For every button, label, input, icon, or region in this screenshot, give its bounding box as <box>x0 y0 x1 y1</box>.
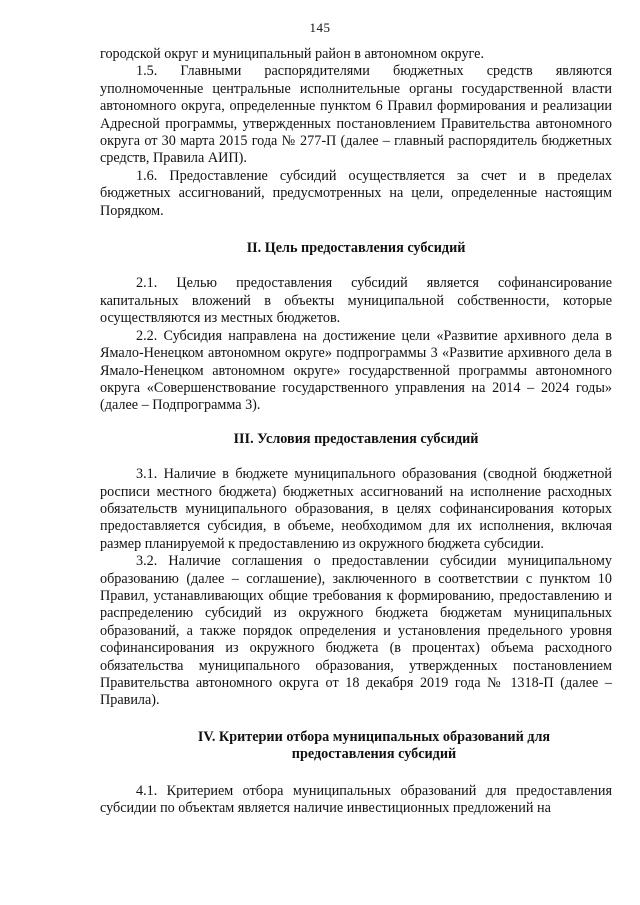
page-number: 145 <box>309 20 331 35</box>
paragraph-1-5: 1.5. Главными распорядителями бюджетных средств являются уполномоченные центральные исполнительные органы государственной власти автономного округа, определенные пунктом 6 Правил формирования и реализации Адресной программы, утвержденных постановлением Правительства автономного округа от 30 марта 2015 года № 277-П (далее – главный распорядитель бюджетных средств, Правила АИП). <box>100 63 612 167</box>
paragraph-2-2: 2.2. Субсидия направлена на достижение цели «Развитие архивного дела в Ямало-Ненецком автономном округе» подпрограммы 3 «Развитие архивного дела в Ямало-Ненецком автономном округе» государственной программы автономного округа «Совершенствование государственного управления на 2014 – 2024 годы» (далее – Подпрограмма 3). <box>100 327 612 414</box>
paragraph-2-1: 2.1. Целью предоставления субсидий является софинансирование капитальных вложений в объекты муниципальной собственности, которые осуществляются из местных бюджетов. <box>100 275 612 327</box>
paragraph-continuation: городской округ и муниципальный район в автономном округе. <box>100 46 485 62</box>
section-heading-3: III. Условия предоставления субсидий <box>233 430 479 447</box>
document-body <box>100 46 612 817</box>
section-heading-4 <box>100 729 612 764</box>
paragraph-3-1: 3.1. Наличие в бюджете муниципального образования (сводной бюджетной росписи местного бюджета) бюджетных ассигнований на исполнение расходных обязательств муниципального образования, в целях софинансирования которых предоставляется субсидия, в объеме, необходимом для их исполнения, включая размер планируемой к предоставлению из окружного бюджета субсидии. <box>100 466 612 552</box>
paragraph-1-6: 1.6. Предоставление субсидий осуществляется за счет и в пределах бюджетных ассигнований, предусмотренных на цели, определенные настоящим Порядком. <box>100 167 612 219</box>
section-heading-4-line1: IV. Критерии отбора муниципальных образований для <box>197 728 551 745</box>
paragraph-3-2: 3.2. Наличие соглашения о предоставлении субсидии муниципальному образованию (далее – соглашение), заключенного в соответствии с пунктом 10 Правил, устанавливающих общие требования к формированию, предоставлению и распределению субсидий из окружного бюджета бюджетам муниципальных образований, а также порядок определения и установления предельного уровня софинансирования из окружного бюджета (в процентах) объема расходного обязательства муниципального образования, утвержденных постановлением Правительства автономного округа от 18 декабря 2019 года № 1318-П (далее – Правила). <box>100 553 612 709</box>
section-heading-2: II. Цель предоставления субсидий <box>246 240 466 257</box>
section-heading-4-line2: предоставления субсидий <box>291 746 457 763</box>
paragraph-4-1: 4.1. Критерием отбора муниципальных образований для предоставления субсидии по объектам является наличие инвестиционных предложений на <box>100 782 612 817</box>
